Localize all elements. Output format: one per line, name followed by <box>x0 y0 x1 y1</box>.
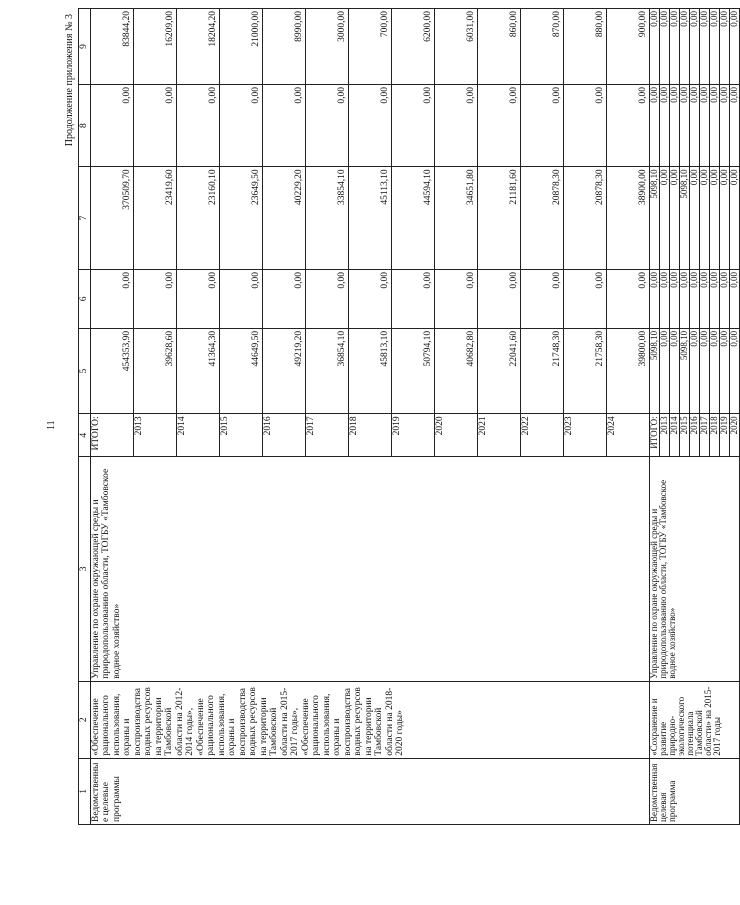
regional-cell: 21181,60 <box>477 167 520 270</box>
federal-cell: 0,00 <box>606 270 649 329</box>
regional-cell: 45113,10 <box>348 167 391 270</box>
federal-cell: 0,00 <box>689 270 699 329</box>
regional-cell: 0,00 <box>659 167 669 270</box>
total-cell: 0,00 <box>729 328 739 414</box>
year-cell: 2019 <box>391 414 434 457</box>
header-cell: 9 <box>79 9 91 85</box>
extra-cell: 6031,00 <box>434 9 477 85</box>
federal-cell: 0,00 <box>659 270 669 329</box>
year-cell: 2016 <box>262 414 305 457</box>
federal-cell: 0,00 <box>699 270 709 329</box>
header-cell: 5 <box>79 328 91 414</box>
total-cell: 0,00 <box>689 328 699 414</box>
year-cell: 2022 <box>520 414 563 457</box>
federal-cell: 0,00 <box>219 270 262 329</box>
local-cell: 0,00 <box>305 85 348 167</box>
total-cell: 5098,10 <box>679 328 689 414</box>
federal-cell: 0,00 <box>719 270 729 329</box>
regional-cell: 0,00 <box>719 167 729 270</box>
total-cell: 49219,20 <box>262 328 305 414</box>
local-cell: 0,00 <box>679 85 689 167</box>
local-cell: 0,00 <box>719 85 729 167</box>
local-cell: 0,00 <box>434 85 477 167</box>
regional-cell: 23160,10 <box>176 167 219 270</box>
local-cell: 0,00 <box>520 85 563 167</box>
regional-cell: 20878,30 <box>520 167 563 270</box>
funding-table <box>78 8 740 825</box>
year-cell: 2019 <box>719 414 729 457</box>
year-cell: 2013 <box>133 414 176 457</box>
continuation-note: Продолжение приложения № 3 <box>64 14 75 147</box>
regional-cell: 38900,00 <box>606 167 649 270</box>
total-cell: 50794,10 <box>391 328 434 414</box>
federal-cell: 0,00 <box>729 270 739 329</box>
year-cell: 2018 <box>348 414 391 457</box>
year-cell: 2013 <box>659 414 669 457</box>
total-cell: 0,00 <box>659 328 669 414</box>
federal-cell: 0,00 <box>391 270 434 329</box>
regional-cell: 34651,80 <box>434 167 477 270</box>
regional-cell: 0,00 <box>729 167 739 270</box>
federal-cell: 0,00 <box>649 270 659 329</box>
header-cell: 4 <box>79 414 91 457</box>
federal-cell: 0,00 <box>434 270 477 329</box>
program-type-cell: Ведомственные целевые программы <box>90 758 649 824</box>
regional-cell: 0,00 <box>669 167 679 270</box>
extra-cell: 6200,00 <box>391 9 434 85</box>
total-cell: 40682,80 <box>434 328 477 414</box>
year-cell: ИТОГО: <box>90 414 133 457</box>
federal-cell: 0,00 <box>262 270 305 329</box>
program-type-cell: Ведомственная целевая программа <box>649 758 739 824</box>
extra-cell: 21000,00 <box>219 9 262 85</box>
local-cell: 0,00 <box>133 85 176 167</box>
local-cell: 0,00 <box>219 85 262 167</box>
table-row <box>649 9 659 825</box>
total-cell: 0,00 <box>699 328 709 414</box>
year-cell: 2014 <box>669 414 679 457</box>
year-cell: 2020 <box>434 414 477 457</box>
federal-cell: 0,00 <box>90 270 133 329</box>
header-cell: 3 <box>79 457 91 682</box>
federal-cell: 0,00 <box>669 270 679 329</box>
extra-cell: 900,00 <box>606 9 649 85</box>
year-cell: 2015 <box>219 414 262 457</box>
local-cell: 0,00 <box>689 85 699 167</box>
program-name-cell: «Сохранение и развитие природно-экологического потенциала Тамбовской области» на 2015-2017 годы <box>649 681 739 758</box>
local-cell: 0,00 <box>659 85 669 167</box>
extra-cell: 0,00 <box>709 9 719 85</box>
federal-cell: 0,00 <box>563 270 606 329</box>
federal-cell: 0,00 <box>477 270 520 329</box>
local-cell: 0,00 <box>709 85 719 167</box>
total-cell: 454353,90 <box>90 328 133 414</box>
header-cell: 7 <box>79 167 91 270</box>
regional-cell: 23649,50 <box>219 167 262 270</box>
local-cell: 0,00 <box>262 85 305 167</box>
total-cell: 0,00 <box>709 328 719 414</box>
executor-cell: Управление по охране окружающей среды и природопользованию области, ТОГБУ «Тамбовское водное хозяйство» <box>649 457 739 682</box>
extra-cell: 0,00 <box>689 9 699 85</box>
year-cell: 2017 <box>305 414 348 457</box>
header-row <box>79 9 91 825</box>
header-cell: 2 <box>79 681 91 758</box>
local-cell: 0,00 <box>606 85 649 167</box>
page-number: 11 <box>46 420 57 430</box>
total-cell: 21758,30 <box>563 328 606 414</box>
table-row <box>90 9 133 825</box>
extra-cell: 0,00 <box>679 9 689 85</box>
regional-cell: 40229,20 <box>262 167 305 270</box>
total-cell: 5098,10 <box>649 328 659 414</box>
federal-cell: 0,00 <box>520 270 563 329</box>
extra-cell: 860,00 <box>477 9 520 85</box>
local-cell: 0,00 <box>90 85 133 167</box>
federal-cell: 0,00 <box>176 270 219 329</box>
federal-cell: 0,00 <box>709 270 719 329</box>
program-name-cell: «Обеспечение рационального использования, охраны и воспроизводства водных ресурсов на территории Тамбовской области на 2012-2014 годы», «Обеспечение рационального использования, охраны и воспроизводства водных ресурсов на территории Тамбовской области на 2015-2017 годы», «Обеспечение рационального использования, охраны и воспроизводства водных ресурсов на территории Тамбовской области на 2018-2020 годы» <box>90 681 649 758</box>
extra-cell: 0,00 <box>699 9 709 85</box>
extra-cell: 8990,00 <box>262 9 305 85</box>
regional-cell: 370509,70 <box>90 167 133 270</box>
regional-cell: 5098,10 <box>679 167 689 270</box>
year-cell: 2024 <box>606 414 649 457</box>
extra-cell: 0,00 <box>659 9 669 85</box>
extra-cell: 3000,00 <box>305 9 348 85</box>
extra-cell: 16209,00 <box>133 9 176 85</box>
extra-cell: 0,00 <box>729 9 739 85</box>
local-cell: 0,00 <box>391 85 434 167</box>
total-cell: 44649,50 <box>219 328 262 414</box>
total-cell: 41364,30 <box>176 328 219 414</box>
year-cell: 2018 <box>709 414 719 457</box>
total-cell: 36854,10 <box>305 328 348 414</box>
regional-cell: 0,00 <box>699 167 709 270</box>
extra-cell: 0,00 <box>649 9 659 85</box>
total-cell: 21748,30 <box>520 328 563 414</box>
extra-cell: 870,00 <box>520 9 563 85</box>
federal-cell: 0,00 <box>305 270 348 329</box>
total-cell: 0,00 <box>669 328 679 414</box>
local-cell: 0,00 <box>563 85 606 167</box>
total-cell: 39628,60 <box>133 328 176 414</box>
total-cell: 45813,10 <box>348 328 391 414</box>
local-cell: 0,00 <box>669 85 679 167</box>
regional-cell: 5098,10 <box>649 167 659 270</box>
total-cell: 0,00 <box>719 328 729 414</box>
executor-cell: Управление по охране окружающей среды и природопользованию области, ТОГБУ «Тамбовское водное хозяйство» <box>90 457 649 682</box>
federal-cell: 0,00 <box>348 270 391 329</box>
regional-cell: 23419,60 <box>133 167 176 270</box>
year-cell: 2021 <box>477 414 520 457</box>
header-cell: 6 <box>79 270 91 329</box>
regional-cell: 44594,10 <box>391 167 434 270</box>
year-cell: ИТОГО: <box>649 414 659 457</box>
local-cell: 0,00 <box>348 85 391 167</box>
year-cell: 2023 <box>563 414 606 457</box>
regional-cell: 33854,10 <box>305 167 348 270</box>
extra-cell: 0,00 <box>719 9 729 85</box>
regional-cell: 0,00 <box>709 167 719 270</box>
federal-cell: 0,00 <box>133 270 176 329</box>
local-cell: 0,00 <box>176 85 219 167</box>
extra-cell: 83844,20 <box>90 9 133 85</box>
year-cell: 2017 <box>699 414 709 457</box>
local-cell: 0,00 <box>649 85 659 167</box>
total-cell: 22041,60 <box>477 328 520 414</box>
local-cell: 0,00 <box>699 85 709 167</box>
extra-cell: 0,00 <box>669 9 679 85</box>
year-cell: 2014 <box>176 414 219 457</box>
total-cell: 39800,00 <box>606 328 649 414</box>
year-cell: 2015 <box>679 414 689 457</box>
local-cell: 0,00 <box>729 85 739 167</box>
extra-cell: 18204,20 <box>176 9 219 85</box>
extra-cell: 880,00 <box>563 9 606 85</box>
year-cell: 2016 <box>689 414 699 457</box>
year-cell: 2020 <box>729 414 739 457</box>
regional-cell: 20878,30 <box>563 167 606 270</box>
extra-cell: 700,00 <box>348 9 391 85</box>
header-cell: 1 <box>79 758 91 824</box>
federal-cell: 0,00 <box>679 270 689 329</box>
regional-cell: 0,00 <box>689 167 699 270</box>
local-cell: 0,00 <box>477 85 520 167</box>
header-cell: 8 <box>79 85 91 167</box>
